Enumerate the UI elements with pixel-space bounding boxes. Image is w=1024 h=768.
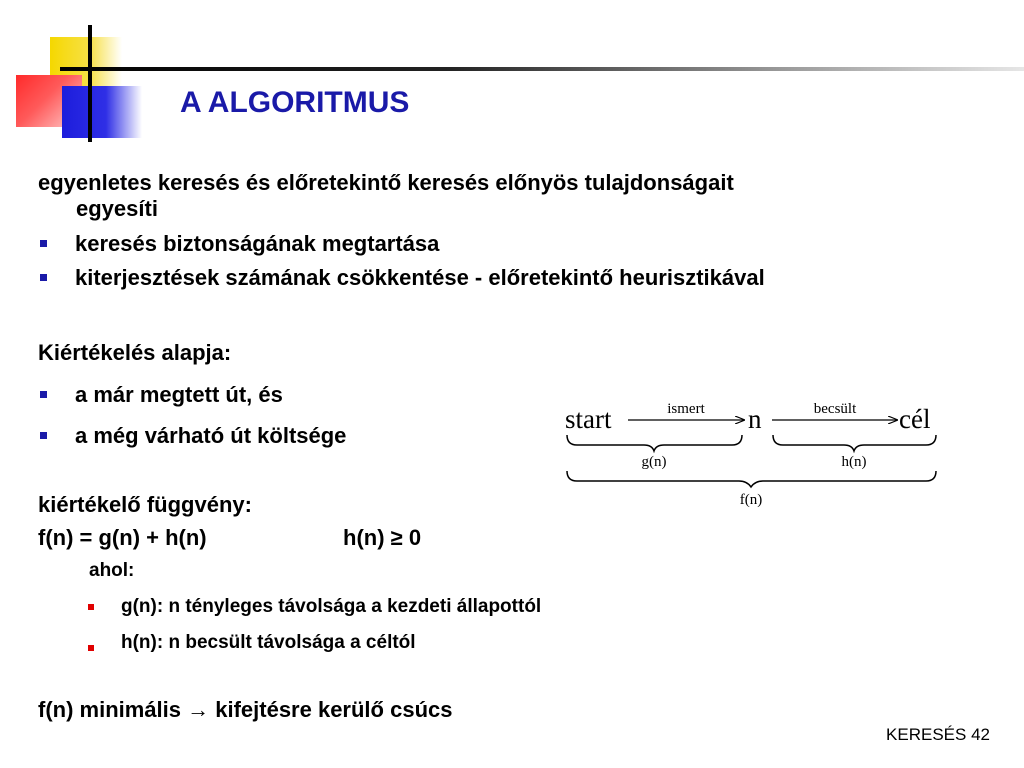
ahol-label: ahol:	[89, 560, 135, 581]
bullet-icon	[88, 645, 94, 651]
logo-blue-square	[62, 86, 142, 138]
eval-heading: Kiértékelés alapja:	[38, 340, 232, 365]
diagram-g: g(n)	[641, 454, 667, 470]
bullet-icon	[40, 240, 47, 247]
slide-footer: KERESÉS 42	[886, 725, 990, 744]
diagram-start: start	[565, 404, 612, 434]
conclusion: f(n) minimális → kifejtésre kerülő csúcs	[38, 697, 453, 722]
bullet-icon	[88, 604, 94, 610]
diagram-f: f(n)	[739, 492, 763, 508]
bullet-item-2: kiterjesztések számának csökkentése - előretekintő heurisztikával	[75, 265, 765, 290]
function-constraint: h(n) ≥ 0	[343, 525, 422, 550]
slide-title: A ALGORITMUS	[180, 86, 410, 119]
diagram-h: h(n)	[841, 454, 867, 470]
bullet-item-1: keresés biztonságának megtartása	[75, 231, 440, 256]
brace-g	[567, 435, 742, 451]
brace-h	[773, 435, 936, 451]
function-formula: f(n) = g(n) + h(n)	[38, 525, 207, 550]
bullet-icon	[40, 391, 47, 398]
def-h: h(n): n becsült távolsága a céltól	[121, 632, 416, 653]
intro-line-2: egyesíti	[76, 196, 158, 221]
bullet-icon	[40, 432, 47, 439]
intro-line-1: egyenletes keresés és előretekintő keresés előnyös tulajdonságait	[38, 170, 734, 195]
title-divider-line	[60, 67, 1024, 71]
cost-diagram	[555, 395, 945, 510]
def-g: g(n): n tényleges távolsága a kezdeti állapottól	[121, 596, 542, 617]
brace-f	[567, 471, 936, 487]
diagram-goal: cél	[899, 404, 931, 434]
diagram-label-estimated: becsült	[813, 401, 857, 417]
diagram-n: n	[748, 404, 762, 434]
eval-bullet-2: a még várható út költsége	[75, 423, 347, 448]
bullet-icon	[40, 274, 47, 281]
eval-bullet-1: a már megtett út, és	[75, 382, 283, 407]
diagram-label-known: ismert	[667, 401, 705, 417]
function-heading: kiértékelő függvény:	[38, 492, 252, 517]
logo-vertical-line	[88, 25, 92, 142]
